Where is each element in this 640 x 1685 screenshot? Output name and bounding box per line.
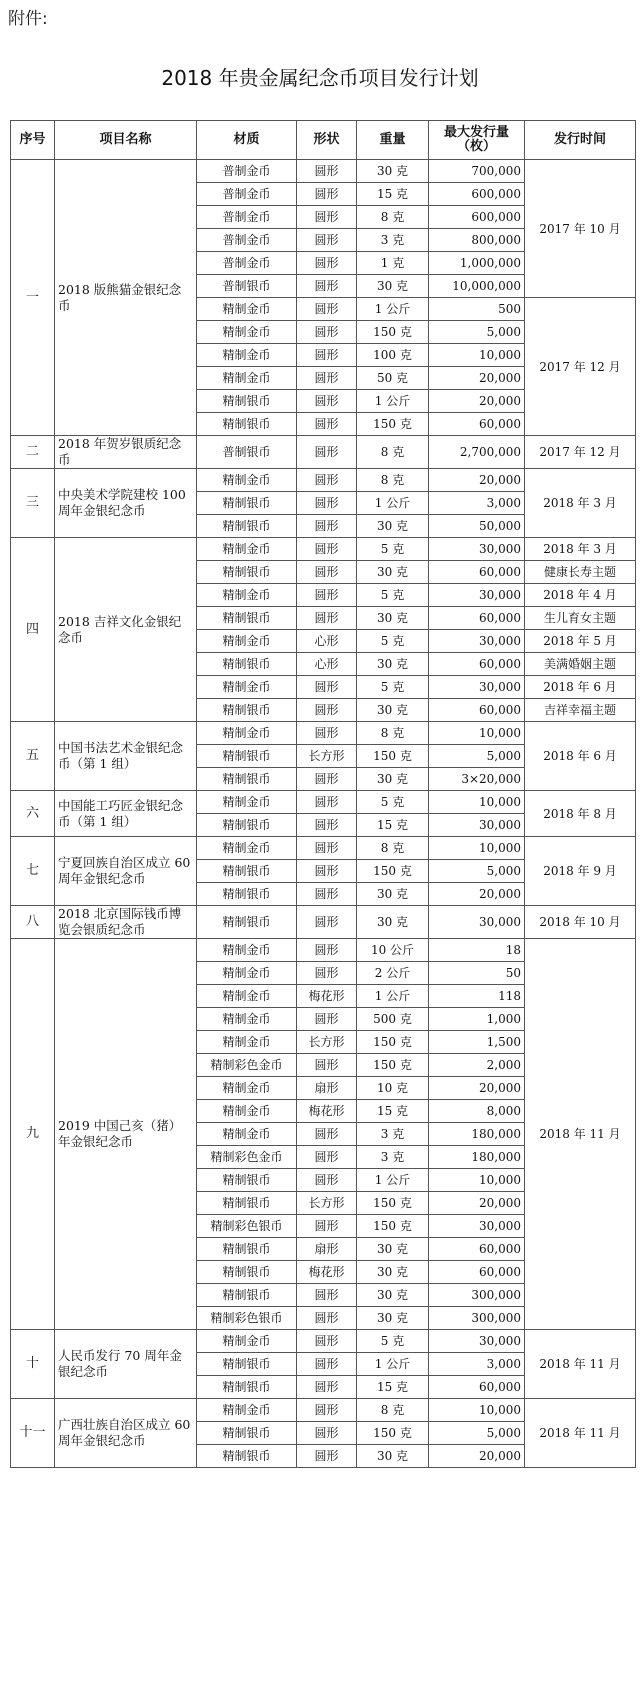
cell-max-issuance: 1,000 <box>429 1008 525 1031</box>
cell-weight: 1 公斤 <box>357 492 429 515</box>
cell-shape: 圆形 <box>297 321 357 344</box>
cell-shape: 圆形 <box>297 1376 357 1399</box>
cell-max-issuance: 20,000 <box>429 390 525 413</box>
cell-weight: 150 克 <box>357 321 429 344</box>
cell-issue-time: 2018 年 11 月 <box>525 939 636 1330</box>
cell-material: 精制彩色银币 <box>197 1215 297 1238</box>
cell-max-issuance: 800,000 <box>429 229 525 252</box>
header-time: 发行时间 <box>525 121 636 160</box>
cell-weight: 50 克 <box>357 367 429 390</box>
cell-weight: 3 克 <box>357 1146 429 1169</box>
cell-material: 精制银币 <box>197 492 297 515</box>
cell-weight: 30 克 <box>357 607 429 630</box>
cell-project-name: 2019 中国己亥（猪）年金银纪念币 <box>55 939 197 1330</box>
cell-material: 精制银币 <box>197 1284 297 1307</box>
cell-shape: 圆形 <box>297 183 357 206</box>
cell-weight: 5 克 <box>357 538 429 561</box>
table-row <box>11 906 636 939</box>
cell-material: 精制银币 <box>197 1169 297 1192</box>
cell-seq: 七 <box>11 837 55 906</box>
table-header-row <box>11 121 636 160</box>
cell-issue-time: 2017 年 10 月 <box>525 160 636 298</box>
cell-project-name: 中央美术学院建校 100 周年金银纪念币 <box>55 469 197 538</box>
cell-weight: 30 克 <box>357 768 429 791</box>
issuance-plan-table <box>10 120 636 1468</box>
cell-shape: 圆形 <box>297 229 357 252</box>
cell-seq: 四 <box>11 538 55 722</box>
cell-weight: 1 公斤 <box>357 390 429 413</box>
header-shape: 形状 <box>297 121 357 160</box>
cell-shape: 圆形 <box>297 768 357 791</box>
cell-max-issuance: 1,500 <box>429 1031 525 1054</box>
cell-material: 精制银币 <box>197 906 297 939</box>
cell-weight: 30 克 <box>357 275 429 298</box>
cell-material: 精制金币 <box>197 1123 297 1146</box>
cell-max-issuance: 2,000 <box>429 1054 525 1077</box>
cell-shape: 圆形 <box>297 1422 357 1445</box>
cell-shape: 圆形 <box>297 837 357 860</box>
cell-seq: 三 <box>11 469 55 538</box>
cell-material: 精制金币 <box>197 837 297 860</box>
cell-weight: 5 克 <box>357 1330 429 1353</box>
cell-seq: 六 <box>11 791 55 837</box>
cell-weight: 15 克 <box>357 1376 429 1399</box>
cell-issue-time: 美满婚姻主题 <box>525 653 636 676</box>
cell-material: 精制金币 <box>197 1077 297 1100</box>
cell-max-issuance: 5,000 <box>429 1422 525 1445</box>
cell-weight: 100 克 <box>357 344 429 367</box>
cell-weight: 30 克 <box>357 515 429 538</box>
cell-max-issuance: 20,000 <box>429 1445 525 1468</box>
cell-shape: 圆形 <box>297 1169 357 1192</box>
cell-issue-time: 2018 年 8 月 <box>525 791 636 837</box>
cell-shape: 圆形 <box>297 962 357 985</box>
cell-material: 精制金币 <box>197 1100 297 1123</box>
cell-weight: 8 克 <box>357 469 429 492</box>
cell-max-issuance: 60,000 <box>429 1261 525 1284</box>
cell-material: 精制银币 <box>197 653 297 676</box>
attachment-label: 附件: <box>8 9 48 29</box>
header-seq: 序号 <box>11 121 55 160</box>
cell-shape: 圆形 <box>297 1445 357 1468</box>
cell-material: 精制金币 <box>197 298 297 321</box>
cell-shape: 圆形 <box>297 252 357 275</box>
table-row <box>11 1399 636 1422</box>
cell-shape: 圆形 <box>297 206 357 229</box>
cell-material: 精制金币 <box>197 962 297 985</box>
cell-shape: 圆形 <box>297 676 357 699</box>
header-name: 项目名称 <box>55 121 197 160</box>
cell-shape: 心形 <box>297 653 357 676</box>
cell-weight: 30 克 <box>357 160 429 183</box>
cell-shape: 圆形 <box>297 1054 357 1077</box>
cell-weight: 8 克 <box>357 1399 429 1422</box>
cell-weight: 3 克 <box>357 229 429 252</box>
cell-seq: 十一 <box>11 1399 55 1468</box>
cell-max-issuance: 20,000 <box>429 367 525 390</box>
cell-weight: 15 克 <box>357 1100 429 1123</box>
cell-weight: 15 克 <box>357 814 429 837</box>
cell-issue-time: 2018 年 11 月 <box>525 1330 636 1399</box>
cell-weight: 30 克 <box>357 561 429 584</box>
cell-material: 精制金币 <box>197 469 297 492</box>
table-row <box>11 722 636 745</box>
cell-seq: 十 <box>11 1330 55 1399</box>
cell-material: 精制金币 <box>197 538 297 561</box>
cell-project-name: 广西壮族自治区成立 60 周年金银纪念币 <box>55 1399 197 1468</box>
cell-issue-time: 吉祥幸福主题 <box>525 699 636 722</box>
cell-max-issuance: 10,000 <box>429 1169 525 1192</box>
cell-material: 精制银币 <box>197 1192 297 1215</box>
cell-project-name: 2018 北京国际钱币博览会银质纪念币 <box>55 906 197 939</box>
cell-weight: 30 克 <box>357 1284 429 1307</box>
cell-max-issuance: 30,000 <box>429 538 525 561</box>
cell-shape: 圆形 <box>297 1307 357 1330</box>
cell-seq: 一 <box>11 160 55 436</box>
cell-project-name: 中国能工巧匠金银纪念币（第 1 组） <box>55 791 197 837</box>
cell-shape: 扇形 <box>297 1238 357 1261</box>
cell-shape: 圆形 <box>297 390 357 413</box>
cell-issue-time: 2018 年 6 月 <box>525 722 636 791</box>
cell-material: 精制金币 <box>197 939 297 962</box>
cell-shape: 圆形 <box>297 1353 357 1376</box>
cell-shape: 梅花形 <box>297 985 357 1008</box>
cell-weight: 8 克 <box>357 436 429 469</box>
cell-material: 精制银币 <box>197 1376 297 1399</box>
cell-shape: 梅花形 <box>297 1261 357 1284</box>
cell-shape: 圆形 <box>297 906 357 939</box>
cell-max-issuance: 20,000 <box>429 1192 525 1215</box>
cell-weight: 150 克 <box>357 860 429 883</box>
cell-weight: 15 克 <box>357 183 429 206</box>
document-title: 2018 年贵金属纪念币项目发行计划 <box>161 66 479 90</box>
cell-material: 精制彩色金币 <box>197 1146 297 1169</box>
cell-max-issuance: 30,000 <box>429 906 525 939</box>
cell-weight: 1 公斤 <box>357 985 429 1008</box>
cell-max-issuance: 8,000 <box>429 1100 525 1123</box>
cell-issue-time: 2017 年 12 月 <box>525 436 636 469</box>
cell-material: 精制银币 <box>197 883 297 906</box>
cell-max-issuance: 10,000 <box>429 722 525 745</box>
cell-material: 普制金币 <box>197 229 297 252</box>
cell-shape: 扇形 <box>297 1077 357 1100</box>
cell-weight: 1 公斤 <box>357 298 429 321</box>
cell-project-name: 人民币发行 70 周年金银纪念币 <box>55 1330 197 1399</box>
cell-material: 精制金币 <box>197 630 297 653</box>
cell-material: 精制银币 <box>197 814 297 837</box>
cell-shape: 圆形 <box>297 344 357 367</box>
cell-weight: 8 克 <box>357 206 429 229</box>
cell-max-issuance: 180,000 <box>429 1123 525 1146</box>
cell-max-issuance: 30,000 <box>429 584 525 607</box>
cell-max-issuance: 20,000 <box>429 469 525 492</box>
cell-material: 精制金币 <box>197 722 297 745</box>
cell-shape: 圆形 <box>297 1215 357 1238</box>
cell-material: 普制金币 <box>197 160 297 183</box>
cell-shape: 圆形 <box>297 1008 357 1031</box>
cell-max-issuance: 180,000 <box>429 1146 525 1169</box>
cell-weight: 30 克 <box>357 653 429 676</box>
cell-shape: 圆形 <box>297 561 357 584</box>
cell-max-issuance: 10,000 <box>429 837 525 860</box>
table-row <box>11 538 636 561</box>
cell-material: 精制金币 <box>197 1031 297 1054</box>
cell-material: 精制金币 <box>197 344 297 367</box>
cell-max-issuance: 60,000 <box>429 607 525 630</box>
cell-weight: 150 克 <box>357 1192 429 1215</box>
cell-project-name: 宁夏回族自治区成立 60 周年金银纪念币 <box>55 837 197 906</box>
cell-max-issuance: 60,000 <box>429 1376 525 1399</box>
cell-shape: 心形 <box>297 630 357 653</box>
table-row <box>11 791 636 814</box>
cell-material: 精制银币 <box>197 860 297 883</box>
cell-max-issuance: 30,000 <box>429 814 525 837</box>
cell-max-issuance: 30,000 <box>429 676 525 699</box>
cell-issue-time: 生儿育女主题 <box>525 607 636 630</box>
cell-shape: 圆形 <box>297 436 357 469</box>
cell-shape: 圆形 <box>297 413 357 436</box>
cell-material: 精制金币 <box>197 791 297 814</box>
cell-shape: 圆形 <box>297 1284 357 1307</box>
cell-shape: 圆形 <box>297 584 357 607</box>
cell-weight: 5 克 <box>357 676 429 699</box>
table-row <box>11 1330 636 1353</box>
cell-material: 精制金币 <box>197 584 297 607</box>
cell-material: 精制银币 <box>197 1261 297 1284</box>
cell-material: 精制银币 <box>197 699 297 722</box>
cell-max-issuance: 60,000 <box>429 561 525 584</box>
cell-weight: 30 克 <box>357 1238 429 1261</box>
cell-material: 普制金币 <box>197 206 297 229</box>
cell-max-issuance: 600,000 <box>429 206 525 229</box>
cell-max-issuance: 10,000 <box>429 344 525 367</box>
cell-max-issuance: 300,000 <box>429 1307 525 1330</box>
cell-shape: 圆形 <box>297 939 357 962</box>
cell-issue-time: 2018 年 3 月 <box>525 538 636 561</box>
cell-weight: 2 公斤 <box>357 962 429 985</box>
cell-shape: 圆形 <box>297 722 357 745</box>
cell-max-issuance: 60,000 <box>429 1238 525 1261</box>
cell-shape: 圆形 <box>297 860 357 883</box>
cell-shape: 圆形 <box>297 275 357 298</box>
cell-shape: 圆形 <box>297 160 357 183</box>
cell-shape: 圆形 <box>297 367 357 390</box>
cell-max-issuance: 50,000 <box>429 515 525 538</box>
cell-material: 精制金币 <box>197 321 297 344</box>
table-row <box>11 939 636 962</box>
cell-max-issuance: 60,000 <box>429 653 525 676</box>
cell-material: 普制银币 <box>197 436 297 469</box>
table-row <box>11 436 636 469</box>
header-weight: 重量 <box>357 121 429 160</box>
cell-material: 普制金币 <box>197 252 297 275</box>
cell-max-issuance: 3,000 <box>429 492 525 515</box>
cell-max-issuance: 10,000 <box>429 1399 525 1422</box>
cell-shape: 圆形 <box>297 1123 357 1146</box>
cell-shape: 圆形 <box>297 1399 357 1422</box>
cell-material: 精制金币 <box>197 676 297 699</box>
cell-shape: 长方形 <box>297 1192 357 1215</box>
cell-weight: 10 公斤 <box>357 939 429 962</box>
cell-max-issuance: 18 <box>429 939 525 962</box>
cell-max-issuance: 3×20,000 <box>429 768 525 791</box>
cell-material: 精制彩色金币 <box>197 1054 297 1077</box>
cell-shape: 圆形 <box>297 469 357 492</box>
cell-material: 精制银币 <box>197 1422 297 1445</box>
cell-issue-time: 2018 年 3 月 <box>525 469 636 538</box>
cell-material: 精制银币 <box>197 515 297 538</box>
cell-issue-time: 2018 年 5 月 <box>525 630 636 653</box>
cell-material: 普制金币 <box>197 183 297 206</box>
cell-issue-time: 2018 年 4 月 <box>525 584 636 607</box>
cell-issue-time: 2017 年 12 月 <box>525 298 636 436</box>
cell-weight: 150 克 <box>357 1054 429 1077</box>
cell-max-issuance: 60,000 <box>429 699 525 722</box>
cell-max-issuance: 30,000 <box>429 1215 525 1238</box>
cell-max-issuance: 10,000 <box>429 791 525 814</box>
cell-material: 精制金币 <box>197 1399 297 1422</box>
cell-seq: 二 <box>11 436 55 469</box>
cell-max-issuance: 2,700,000 <box>429 436 525 469</box>
cell-weight: 150 克 <box>357 1422 429 1445</box>
cell-issue-time: 2018 年 6 月 <box>525 676 636 699</box>
header-max: 最大发行量（枚） <box>429 121 525 160</box>
cell-seq: 九 <box>11 939 55 1330</box>
cell-shape: 圆形 <box>297 699 357 722</box>
cell-material: 精制金币 <box>197 1008 297 1031</box>
cell-seq: 五 <box>11 722 55 791</box>
cell-max-issuance: 30,000 <box>429 630 525 653</box>
cell-material: 精制金币 <box>197 985 297 1008</box>
cell-shape: 圆形 <box>297 791 357 814</box>
cell-weight: 1 克 <box>357 252 429 275</box>
cell-weight: 5 克 <box>357 584 429 607</box>
cell-shape: 圆形 <box>297 1146 357 1169</box>
cell-material: 精制金币 <box>197 367 297 390</box>
cell-shape: 梅花形 <box>297 1100 357 1123</box>
cell-weight: 500 克 <box>357 1008 429 1031</box>
cell-shape: 圆形 <box>297 538 357 561</box>
cell-max-issuance: 1,000,000 <box>429 252 525 275</box>
cell-material: 精制银币 <box>197 1445 297 1468</box>
cell-weight: 5 克 <box>357 791 429 814</box>
cell-max-issuance: 300,000 <box>429 1284 525 1307</box>
cell-max-issuance: 5,000 <box>429 860 525 883</box>
cell-max-issuance: 700,000 <box>429 160 525 183</box>
cell-max-issuance: 3,000 <box>429 1353 525 1376</box>
cell-project-name: 2018 吉祥文化金银纪念币 <box>55 538 197 722</box>
cell-shape: 圆形 <box>297 492 357 515</box>
cell-seq: 八 <box>11 906 55 939</box>
cell-material: 普制银币 <box>197 275 297 298</box>
cell-weight: 1 公斤 <box>357 1169 429 1192</box>
cell-max-issuance: 20,000 <box>429 1077 525 1100</box>
cell-material: 精制银币 <box>197 768 297 791</box>
cell-shape: 圆形 <box>297 515 357 538</box>
cell-weight: 30 克 <box>357 906 429 939</box>
cell-max-issuance: 30,000 <box>429 1330 525 1353</box>
cell-max-issuance: 20,000 <box>429 883 525 906</box>
table-body <box>11 160 636 1468</box>
cell-max-issuance: 600,000 <box>429 183 525 206</box>
cell-weight: 5 克 <box>357 630 429 653</box>
cell-shape: 圆形 <box>297 883 357 906</box>
cell-issue-time: 2018 年 10 月 <box>525 906 636 939</box>
cell-weight: 3 克 <box>357 1123 429 1146</box>
cell-material: 精制彩色银币 <box>197 1307 297 1330</box>
cell-material: 精制银币 <box>197 413 297 436</box>
cell-project-name: 2018 年贺岁银质纪念币 <box>55 436 197 469</box>
cell-max-issuance: 500 <box>429 298 525 321</box>
cell-weight: 10 克 <box>357 1077 429 1100</box>
cell-weight: 30 克 <box>357 1445 429 1468</box>
table-row <box>11 469 636 492</box>
cell-weight: 150 克 <box>357 1215 429 1238</box>
cell-issue-time: 2018 年 9 月 <box>525 837 636 906</box>
cell-shape: 圆形 <box>297 1330 357 1353</box>
cell-max-issuance: 10,000,000 <box>429 275 525 298</box>
cell-max-issuance: 60,000 <box>429 413 525 436</box>
cell-material: 精制银币 <box>197 607 297 630</box>
cell-weight: 30 克 <box>357 1261 429 1284</box>
cell-issue-time: 2018 年 11 月 <box>525 1399 636 1468</box>
cell-weight: 1 公斤 <box>357 1353 429 1376</box>
cell-material: 精制银币 <box>197 561 297 584</box>
header-material: 材质 <box>197 121 297 160</box>
cell-shape: 圆形 <box>297 298 357 321</box>
cell-max-issuance: 5,000 <box>429 321 525 344</box>
cell-weight: 8 克 <box>357 837 429 860</box>
cell-max-issuance: 5,000 <box>429 745 525 768</box>
cell-material: 精制金币 <box>197 1330 297 1353</box>
cell-weight: 30 克 <box>357 1307 429 1330</box>
cell-material: 精制银币 <box>197 390 297 413</box>
cell-weight: 8 克 <box>357 722 429 745</box>
cell-weight: 150 克 <box>357 413 429 436</box>
cell-issue-time: 健康长寿主题 <box>525 561 636 584</box>
table-row <box>11 160 636 183</box>
cell-material: 精制银币 <box>197 1238 297 1261</box>
cell-max-issuance: 118 <box>429 985 525 1008</box>
cell-material: 精制银币 <box>197 1353 297 1376</box>
cell-weight: 30 克 <box>357 699 429 722</box>
cell-weight: 30 克 <box>357 883 429 906</box>
cell-weight: 150 克 <box>357 1031 429 1054</box>
cell-project-name: 2018 版熊猫金银纪念币 <box>55 160 197 436</box>
cell-material: 精制银币 <box>197 745 297 768</box>
cell-max-issuance: 50 <box>429 962 525 985</box>
cell-shape: 长方形 <box>297 745 357 768</box>
cell-shape: 圆形 <box>297 814 357 837</box>
cell-shape: 长方形 <box>297 1031 357 1054</box>
cell-weight: 150 克 <box>357 745 429 768</box>
cell-project-name: 中国书法艺术金银纪念币（第 1 组） <box>55 722 197 791</box>
table-row <box>11 837 636 860</box>
cell-shape: 圆形 <box>297 607 357 630</box>
